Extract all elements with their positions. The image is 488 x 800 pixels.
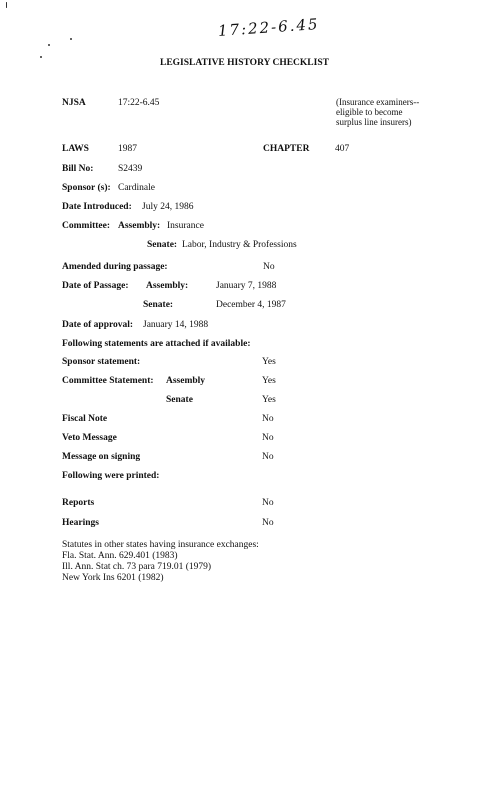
- message-on-signing-value: No: [262, 452, 274, 462]
- passage-senate-label: Senate:: [143, 300, 174, 310]
- printed-heading: Following were printed:: [62, 471, 160, 481]
- fiscal-note-label: Fiscal Note: [62, 414, 108, 424]
- veto-message-value: No: [262, 433, 274, 443]
- message-on-signing-label: Message on signing: [62, 452, 141, 462]
- date-introduced-value: July 24, 1986: [142, 202, 194, 212]
- amended-value: No: [263, 262, 275, 272]
- bill-label: Bill No:: [62, 164, 94, 174]
- scan-speck: [6, 2, 7, 8]
- passage-senate-value: December 4, 1987: [216, 300, 286, 310]
- committee-label: Committee:: [62, 221, 111, 231]
- veto-message-label: Veto Message: [62, 433, 117, 443]
- statute-line: New York Ins 6201 (1982): [62, 573, 164, 583]
- committee-statement-assembly-value: Yes: [262, 376, 276, 386]
- passage-assembly-value: January 7, 1988: [216, 281, 277, 291]
- statutes-heading: Statutes in other states having insurance exchanges:: [62, 540, 259, 550]
- committee-senate-value: Labor, Industry & Professions: [182, 240, 297, 250]
- sponsor-label: Sponsor (s):: [62, 183, 111, 193]
- njsa-value: 17:22-6.45: [118, 98, 160, 108]
- hearings-label: Hearings: [62, 518, 99, 528]
- njsa-label: NJSA: [62, 98, 86, 108]
- laws-value: 1987: [118, 144, 137, 154]
- laws-label: LAWS: [62, 144, 89, 154]
- statute-line: Fla. Stat. Ann. 629.401 (1983): [62, 551, 178, 561]
- reports-label: Reports: [62, 498, 95, 508]
- sponsor-statement-value: Yes: [262, 357, 276, 367]
- committee-senate-label: Senate:: [147, 240, 178, 250]
- scan-speck: [40, 56, 42, 58]
- hearings-value: No: [262, 518, 274, 528]
- committee-statement-label: Committee Statement:: [62, 376, 154, 386]
- committee-assembly-value: Insurance: [167, 221, 204, 231]
- statute-line: Ill. Ann. Stat ch. 73 para 719.01 (1979): [62, 562, 212, 572]
- scan-speck: [70, 38, 72, 40]
- sponsor-value: Cardinale: [118, 183, 155, 193]
- committee-assembly-label: Assembly:: [118, 221, 161, 231]
- passage-assembly-label: Assembly:: [146, 281, 189, 291]
- page-title: LEGISLATIVE HISTORY CHECKLIST: [160, 58, 329, 68]
- chapter-value: 407: [335, 144, 350, 154]
- bill-value: S2439: [118, 164, 143, 174]
- amended-label: Amended during passage:: [62, 262, 168, 272]
- chapter-label: CHAPTER: [263, 144, 310, 154]
- date-introduced-label: Date Introduced:: [62, 202, 132, 212]
- statements-heading: Following statements are attached if available:: [62, 339, 251, 349]
- njsa-note: (Insurance examiners--eligible to become surplus line insurers): [336, 97, 420, 127]
- committee-statement-assembly-label: Assembly: [166, 376, 206, 386]
- committee-statement-senate-value: Yes: [262, 395, 276, 405]
- date-of-passage-label: Date of Passage:: [62, 281, 129, 291]
- committee-statement-senate-label: Senate: [166, 395, 193, 405]
- scan-speck: [48, 44, 50, 46]
- reports-value: No: [262, 498, 274, 508]
- sponsor-statement-label: Sponsor statement:: [62, 357, 141, 367]
- handwritten-statute-code: 17:22-6.45: [217, 14, 321, 40]
- date-of-approval-value: January 14, 1988: [143, 320, 209, 330]
- date-of-approval-label: Date of approval:: [62, 320, 134, 330]
- fiscal-note-value: No: [262, 414, 274, 424]
